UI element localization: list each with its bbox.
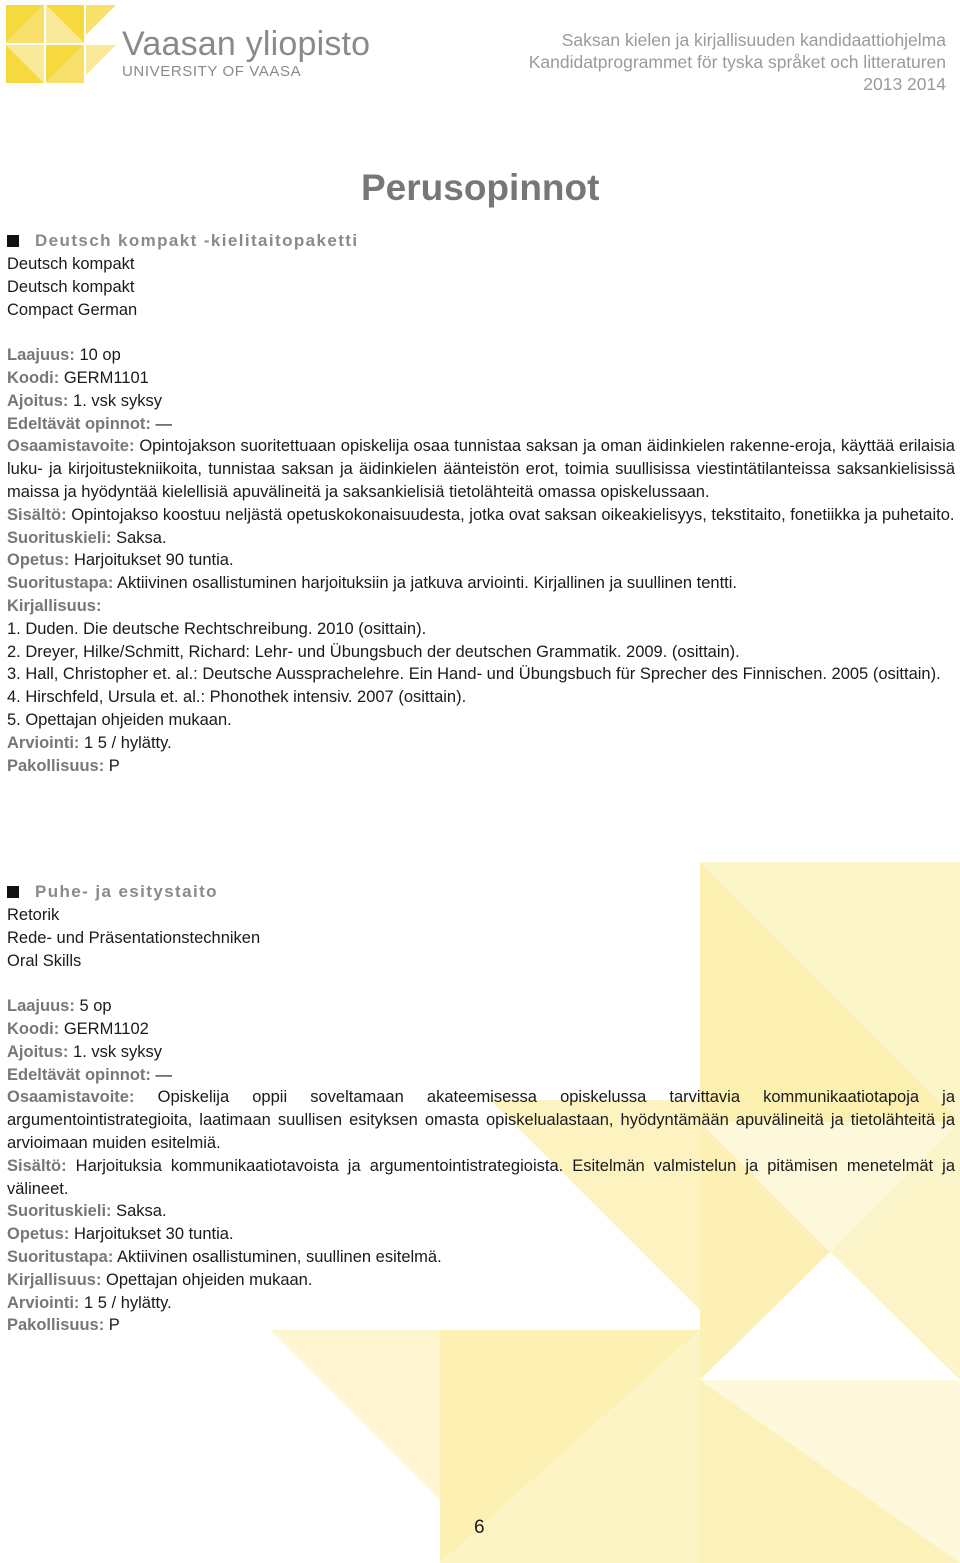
field-value: Opintojakson suoritettuaan opiskelija osaa tunnistaa saksan ja oman äidinkielen rakenne-eroja, käyttää erilaisia luku- ja kirjoitustekniikoita, tunnistaa saksan ja äidinkielen äänteistön erot, toimia suullisissa viestintätilanteissa saksankielisissä maissa ja hyödyntää kielellisiä apuvälineitä ja saksankielisiä tietolähteitä omassa opiskelussaan. — [7, 437, 955, 501]
literature-item: 3. Hall, Christopher et. al.: Deutsche Aussprachelehre. Ein Hand- und Übungsbuch für Sprecher des Finnischen. 2005 (osittain). — [7, 665, 941, 684]
field-label: Edeltävät opinnot: — [7, 1065, 151, 1084]
field-kirjallisuus — [7, 1269, 955, 1292]
field-label: Osaamistavoite: — [7, 437, 135, 456]
field-label: Laajuus: — [7, 997, 75, 1016]
field-value: 10 op — [79, 346, 121, 365]
field-value: Opiskelija oppii soveltamaan akateemisessa opiskelussa tarvittavia kommunikaatiotapoja ja argumentointistrategioita, laatimaan suullisen esityksen omasta opiskelualastaan, hyödyntämään apuvälineitä ja tietolähteitä ja arvioimaan muiden esitelmiä. — [7, 1088, 955, 1152]
field-label: Ajoitus: — [7, 1042, 69, 1061]
course-name-en: Oral Skills — [7, 951, 82, 970]
field-value: Saksa. — [116, 1202, 167, 1221]
field-value: GERM1101 — [63, 368, 149, 387]
program-years: 2013 2014 — [863, 74, 946, 94]
field-label: Laajuus: — [7, 346, 75, 365]
field-pakollisuus — [7, 1314, 955, 1337]
field-opetus — [7, 549, 955, 572]
field-value: — — [155, 414, 173, 433]
field-label: Koodi: — [7, 1019, 60, 1038]
literature-item: 1. Duden. Die deutsche Rechtschreibung. 2010 (osittain). — [7, 619, 427, 638]
field-koodi — [7, 1018, 955, 1041]
field-value: 5 op — [79, 997, 112, 1016]
field-label: Arviointi: — [7, 1293, 80, 1312]
field-ajoitus — [7, 390, 955, 413]
field-value: — — [155, 1065, 173, 1084]
course-heading-text: Puhe- ja esitystaito — [35, 881, 218, 901]
literature-item: 4. Hirschfeld, Ursula et. al.: Phonothek intensiv. 2007 (osittain). — [7, 688, 467, 707]
page-number: 6 — [474, 1517, 485, 1538]
square-bullet-icon — [7, 886, 19, 898]
field-opetus — [7, 1223, 955, 1246]
field-suorituskieli — [7, 527, 955, 550]
course-name-sv: Retorik — [7, 906, 60, 924]
literature-item: 2. Dreyer, Hilke/Schmitt, Richard: Lehr- und Übungsbuch der deutschen Grammatik. 2009. (osittain). — [7, 642, 740, 661]
course-name-fi: Deutsch kompakt — [7, 255, 135, 273]
field-value: Aktiivinen osallistuminen, suullinen esitelmä. — [117, 1247, 442, 1266]
field-value: P — [108, 756, 120, 775]
field-value: 1 5 / hylätty. — [84, 733, 172, 752]
field-value: 1 5 / hylätty. — [84, 1293, 172, 1312]
field-osaamistavoite — [7, 1086, 955, 1154]
course-puhe-ja-esitystaito — [7, 880, 955, 1337]
square-bullet-icon — [7, 235, 19, 247]
course-name-de: Rede- und Präsentationstechniken — [7, 928, 261, 947]
program-header — [529, 29, 946, 95]
field-label: Koodi: — [7, 368, 60, 387]
field-label: Edeltävät opinnot: — [7, 414, 151, 433]
field-pakollisuus — [7, 755, 955, 778]
field-laajuus — [7, 995, 955, 1018]
university-name-fi: Vaasan yliopisto — [122, 25, 371, 63]
bg-triangle — [270, 1330, 440, 1500]
field-label: Pakollisuus: — [7, 756, 105, 775]
course-heading — [7, 880, 955, 904]
course-deutsch-kompakt — [7, 229, 955, 777]
field-suoritustapa — [7, 572, 955, 595]
field-value: Harjoitukset 30 tuntia. — [73, 1225, 234, 1244]
course-heading — [7, 229, 955, 253]
field-value: GERM1102 — [63, 1019, 149, 1038]
field-label: Sisältö: — [7, 505, 67, 524]
field-ajoitus — [7, 1041, 955, 1064]
field-label: Opetus: — [7, 551, 70, 570]
course-names — [7, 253, 955, 321]
program-name-fi: Saksan kielen ja kirjallisuuden kandidaattiohjelma — [561, 30, 946, 50]
field-label: Sisältö: — [7, 1156, 67, 1175]
course-name-sv: Deutsch kompakt — [7, 277, 135, 296]
field-arviointi — [7, 1292, 955, 1315]
field-label: Kirjallisuus: — [7, 596, 102, 615]
field-value: Harjoituksia kommunikaatiotavoista ja argumentointistrategioista. Esitelmän valmistelun ja pitämisen menetelmät ja välineet. — [7, 1156, 955, 1198]
field-label: Kirjallisuus: — [7, 1270, 102, 1289]
section-title: Perusopinnot — [361, 167, 600, 208]
field-koodi — [7, 367, 955, 390]
field-label: Pakollisuus: — [7, 1316, 105, 1335]
field-value: P — [108, 1316, 120, 1335]
university-brand — [122, 26, 370, 80]
university-name-en: UNIVERSITY OF VAASA — [122, 63, 302, 80]
course-name-en: Compact German — [7, 300, 138, 319]
field-value: 1. vsk syksy — [73, 1042, 162, 1061]
literature-list — [7, 618, 955, 732]
field-label: Arviointi: — [7, 733, 80, 752]
field-label: Osaamistavoite: — [7, 1088, 135, 1107]
field-kirjallisuus — [7, 595, 955, 618]
field-value: Aktiivinen osallistuminen harjoituksiin ja jatkuva arviointi. Kirjallinen ja suullinen tentti. — [117, 574, 738, 593]
field-label: Ajoitus: — [7, 391, 69, 410]
field-value: Opettajan ohjeiden mukaan. — [106, 1270, 313, 1289]
university-logo-icon — [6, 5, 116, 85]
program-name-sv: Kandidatprogrammet för tyska språket och litteraturen — [528, 52, 946, 72]
field-osaamistavoite — [7, 435, 955, 503]
field-edeltavat — [7, 1064, 955, 1087]
literature-item: 5. Opettajan ohjeiden mukaan. — [7, 710, 232, 729]
field-label: Suorituskieli: — [7, 1202, 112, 1221]
course-heading-text: Deutsch kompakt -kielitaitopaketti — [35, 230, 359, 250]
field-value: Saksa. — [116, 528, 167, 547]
field-label: Suoritustapa: — [7, 574, 114, 593]
field-label: Suoritustapa: — [7, 1247, 114, 1266]
course-names — [7, 904, 955, 972]
field-edeltavat — [7, 413, 955, 436]
field-value: 1. vsk syksy — [73, 391, 162, 410]
field-value: Harjoitukset 90 tuntia. — [73, 551, 234, 570]
field-sisalto — [7, 1155, 955, 1201]
field-label: Suorituskieli: — [7, 528, 112, 547]
field-value: Opintojakso koostuu neljästä opetuskokonaisuudesta, jotka ovat saksan oikeakielisyys, tekstitaito, fonetiikka ja puhetaito. — [71, 505, 955, 524]
field-sisalto — [7, 504, 955, 527]
field-label: Opetus: — [7, 1225, 70, 1244]
field-suorituskieli — [7, 1200, 955, 1223]
field-arviointi — [7, 732, 955, 755]
field-laajuus — [7, 344, 955, 367]
field-suoritustapa — [7, 1246, 955, 1269]
